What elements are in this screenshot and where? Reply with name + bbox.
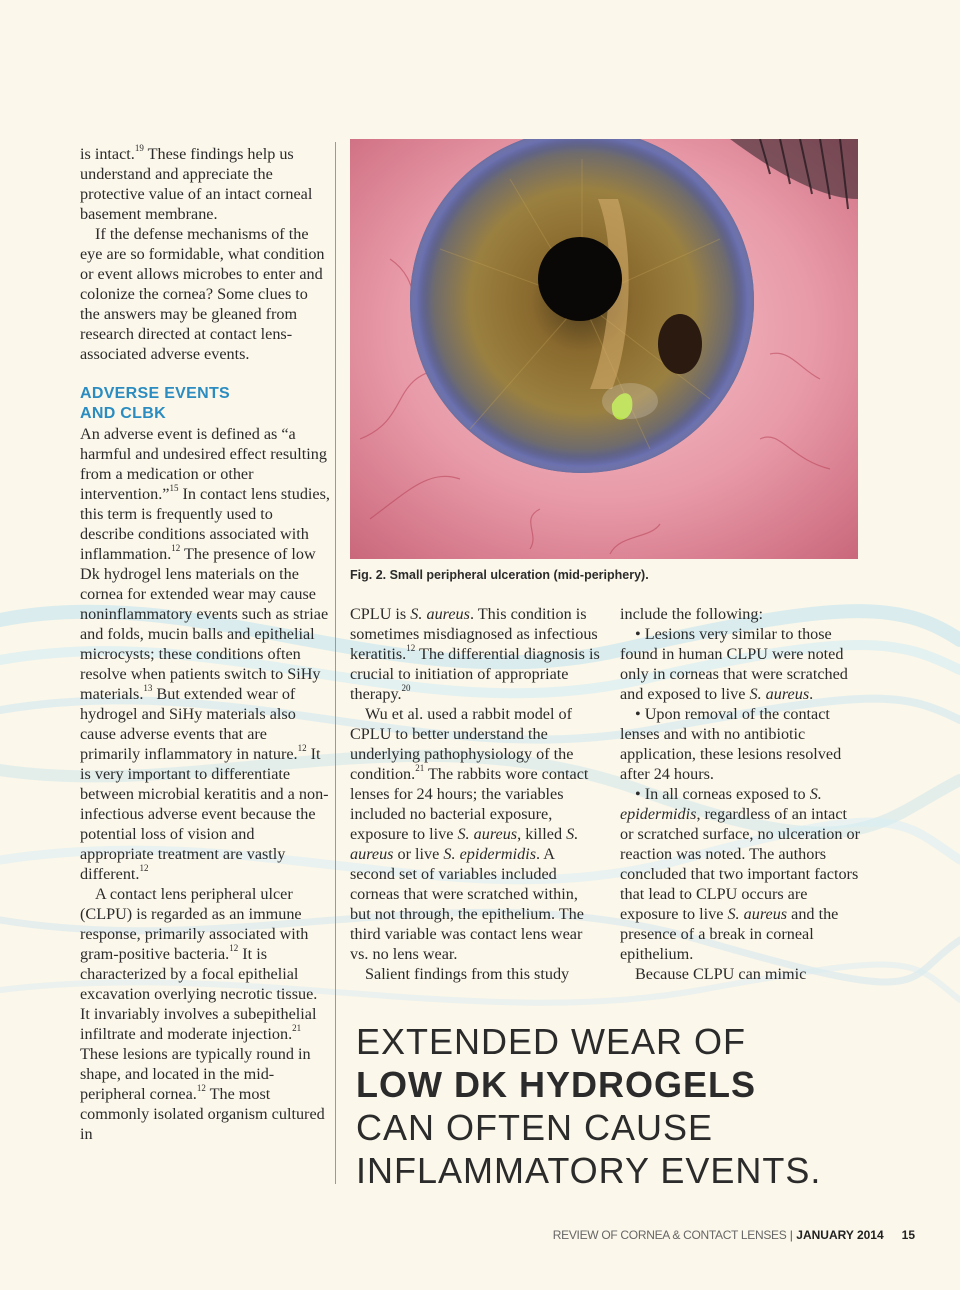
- pull-quote: [356, 1020, 876, 1192]
- figure-caption: Fig. 2. Small peripheral ulceration (mid-periphery).: [350, 568, 649, 582]
- paragraph: CPLU is S. aureus. This condition is sometimes misdiagnosed as infectious keratitis.$^{12}$ The differential diagnosis is crucial to initiation of appropriate therapy.$^{20}$: [350, 605, 600, 703]
- publication-name: REVIEW OF CORNEA & CONTACT LENSES: [552, 1228, 787, 1242]
- text-column-2: [350, 604, 602, 984]
- bullet-item: • Upon removal of the contact lenses and with no antibiotic application, these lesions resolved after 24 hours.: [620, 705, 842, 783]
- pull-quote-line: EXTENDED WEAR OF: [356, 1021, 747, 1062]
- pull-quote-line: LOW DK HYDROGELS: [356, 1064, 756, 1105]
- page-footer: [553, 1228, 915, 1242]
- paragraph: Salient findings from this study: [365, 965, 570, 983]
- paragraph: include the following:: [620, 605, 763, 623]
- text-column-1: [80, 144, 330, 1144]
- page-number: 15: [901, 1228, 915, 1242]
- paragraph: An adverse event is defined as “a harmful and undesired effect resulting from a medication or other intervention.”$^{15}$ In contact lens studies, this term is frequently used to describe conditions associated with inflammation.$^{12}$ The presence of low Dk hydrogel lens materials on the cornea for extended wear may cause noninflammatory events such as striae and folds, mucin balls and epithelial microcysts; these conditions often resolve when patients switch to SiHy materials.$^{13}$ But extended wear of hydrogel and SiHy materials also cause adverse events that are primarily inflammatory in nature.$^{12}$ It is very important to differentiate between microbial keratitis and a non-infectious adverse event because the potential loss of vision and appropriate treatment are vastly different.$^{12}$: [80, 425, 330, 883]
- paragraph: is intact.$^{19}$ These findings help us understand and appreciate the protective value of an intact corneal basement membrane.: [80, 143, 313, 223]
- footer-separator: |: [786, 1228, 797, 1242]
- pull-quote-line: INFLAMMATORY EVENTS.: [356, 1150, 822, 1191]
- paragraph: A contact lens peripheral ulcer (CLPU) is regarded as an immune response, primarily associated with gram-positive bacteria.$^{12}$ It is characterized by a focal epithelial excavation overlying necrotic tissue. It invariably involves a subepithelial infiltrate and moderate injection.$^{21}$ These lesions are typically round in shape, and located in the mid-peripheral cornea.$^{12}$ The most commonly isolated organism cultured in: [80, 885, 325, 1143]
- bullet-item: • In all corneas exposed to S. epidermidis, regardless of an intact or scratched surface, no ulceration or reaction was noted. The authors concluded that two important factors that lead to CLPU occurs are exposure to live S. aureus and the presence of a break in corneal epithelium.: [620, 785, 860, 963]
- eye-photo-figure: [350, 139, 858, 559]
- eye-image: [350, 139, 858, 559]
- column-divider: [335, 142, 336, 1184]
- bullet-item: • Lesions very similar to those found in human CLPU were noted only in corneas that were scratched and exposed to live S. aureus.: [620, 625, 848, 703]
- pull-quote-line: CAN OFTEN CAUSE: [356, 1107, 714, 1148]
- issue-date: JANUARY 2014: [796, 1228, 884, 1242]
- text-column-3: [620, 604, 862, 984]
- section-heading: ADVERSE EVENTS AND CLBK: [80, 385, 231, 422]
- paragraph: If the defense mechanisms of the eye are so formidable, what condition or event allows microbes to enter and colonize the cornea? Some clues to the answers may be gleaned from research directed at contact lens-associated adverse events.: [80, 225, 325, 363]
- paragraph: Because CLPU can mimic: [635, 965, 807, 983]
- paragraph: Wu et al. used a rabbit model of CPLU to better understand the underlying pathophysiology of the condition.$^{21}$ The rabbits wore contact lenses for 24 hours; the variables included no bacterial exposure, exposure to live S. aureus, killed S. aureus or live S. epidermidis. A second set of variables included corneas that were scratched within, but not through, the epithelium. The third variable was contact lens wear vs. no lens wear.: [350, 705, 589, 963]
